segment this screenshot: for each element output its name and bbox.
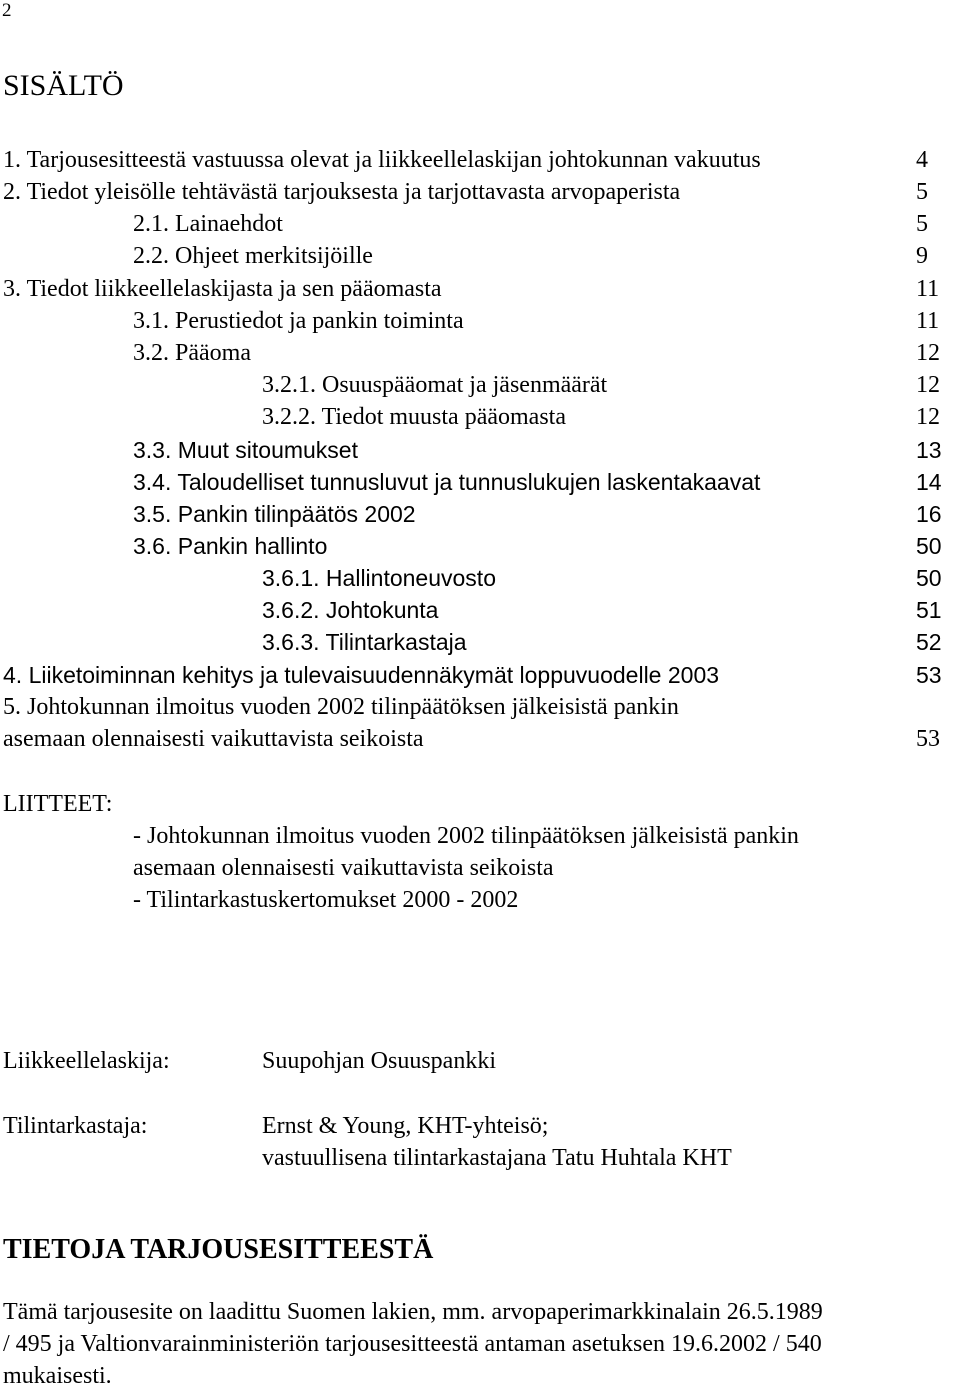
toc-entry-3-3[interactable] — [0, 434, 960, 466]
issuer-label: Liikkeellelaskija: — [3, 1048, 170, 1074]
toc-entry-label: asemaan olennaisesti vaikuttavista seikoista — [3, 726, 424, 752]
toc-entry-label: 2. Tiedot yleisölle tehtävästä tarjouksesta ja tarjottavasta arvopaperista — [3, 179, 681, 205]
toc-entry-label: 3.6. Pankin hallinto — [133, 533, 328, 559]
appendix-item: - Tilintarkastuskertomukset 2000 - 2002 — [133, 887, 519, 913]
toc-entry-page: 5 — [916, 211, 928, 237]
toc-entry-1[interactable] — [0, 144, 960, 176]
toc-entry-3-2-1[interactable] — [0, 369, 960, 401]
appendix-item: - Johtokunnan ilmoitus vuoden 2002 tilinpäätöksen jälkeisistä pankin — [133, 823, 799, 849]
auditor-value: vastuullisena tilintarkastajana Tatu Huhtala KHT — [262, 1145, 732, 1171]
toc-entry-4[interactable] — [0, 659, 960, 691]
auditor-label: Tilintarkastaja: — [3, 1113, 148, 1139]
toc-entry-label: 1. Tarjousesitteestä vastuussa olevat ja liikkeellelaskijan johtokunnan vakuutus — [3, 147, 761, 173]
toc-entry-label: 3.2.2. Tiedot muusta pääomasta — [262, 404, 566, 430]
toc-entry-label: 3.6.1. Hallintoneuvosto — [262, 565, 496, 591]
toc-entry-label: 4. Liiketoiminnan kehitys ja tulevaisuudennäkymät loppuvuodelle 2003 — [3, 662, 720, 688]
appendix-item: asemaan olennaisesti vaikuttavista seikoista — [133, 855, 554, 881]
toc-entry-page: 51 — [916, 597, 942, 623]
toc-entry-page: 9 — [916, 243, 928, 269]
paragraph-line: Tämä tarjousesite on laadittu Suomen lakien, mm. arvopaperimarkkinalain 26.5.1989 — [3, 1299, 823, 1325]
toc-entry-page: 53 — [916, 726, 940, 752]
toc-entry-label: 3.6.2. Johtokunta — [262, 597, 439, 623]
toc-entry-page: 5 — [916, 179, 928, 205]
toc-entry-3-6-3[interactable] — [0, 626, 960, 658]
toc-entry-3-6-1[interactable] — [0, 562, 960, 594]
toc-entry-page: 14 — [916, 469, 942, 495]
toc-entry-page: 11 — [916, 308, 940, 334]
page-number: 2 — [2, 0, 12, 21]
toc-entry-3-5[interactable] — [0, 498, 960, 530]
toc-entry-label: 3.4. Taloudelliset tunnusluvut ja tunnuslukujen laskentakaavat — [133, 469, 761, 495]
toc-entry-page: 13 — [916, 437, 942, 463]
toc-entry-page: 4 — [916, 147, 928, 173]
toc-entry-page: 50 — [916, 565, 942, 591]
toc-entry-3-2[interactable] — [0, 337, 960, 369]
toc-entry-3-2-2[interactable] — [0, 401, 960, 433]
toc-entry-page: 12 — [916, 340, 940, 366]
toc-entry-label: 3.2.1. Osuuspääomat ja jäsenmäärät — [262, 372, 608, 398]
toc-entry-page: 12 — [916, 372, 940, 398]
toc-entry-3-6-2[interactable] — [0, 594, 960, 626]
toc-entry-label: 2.1. Lainaehdot — [133, 211, 283, 237]
toc-entry-label: 3. Tiedot liikkeellelaskijasta ja sen pääomasta — [3, 276, 442, 302]
toc-entry-label: 5. Johtokunnan ilmoitus vuoden 2002 tilinpäätöksen jälkeisistä pankin — [3, 694, 679, 720]
toc-entry-3[interactable] — [0, 273, 960, 305]
toc-entry-page: 11 — [916, 276, 940, 302]
toc-entry-page: 53 — [916, 662, 942, 688]
appendix-heading: LIITTEET: — [3, 791, 113, 817]
toc-entry-label: 3.2. Pääoma — [133, 340, 251, 366]
toc-entry-page: 50 — [916, 533, 942, 559]
toc-entry-page: 52 — [916, 629, 942, 655]
toc-entry-label: 2.2. Ohjeet merkitsijöille — [133, 243, 373, 269]
toc-entry-page: 16 — [916, 501, 942, 527]
toc-entry-5[interactable] — [0, 691, 960, 723]
toc-entry-2-1[interactable] — [0, 208, 960, 240]
toc-entry-2-2[interactable] — [0, 240, 960, 272]
toc-entry-3-1[interactable] — [0, 305, 960, 337]
toc-entry-label: 3.5. Pankin tilinpäätös 2002 — [133, 501, 416, 527]
toc-entry-label: 3.6.3. Tilintarkastaja — [262, 629, 467, 655]
toc-entry-page: 12 — [916, 404, 940, 430]
paragraph-line: mukaisesti. — [3, 1363, 112, 1389]
toc-entry-label: 3.1. Perustiedot ja pankin toiminta — [133, 308, 464, 334]
toc-entry-2[interactable] — [0, 176, 960, 208]
prospectus-info-heading: TIETOJA TARJOUSESITTEESTÄ — [3, 1234, 434, 1265]
toc-entry-label: 3.3. Muut sitoumukset — [133, 437, 358, 463]
toc-entry-5-cont[interactable] — [0, 723, 960, 755]
toc-entry-3-4[interactable] — [0, 466, 960, 498]
toc-entry-3-6[interactable] — [0, 530, 960, 562]
issuer-value: Suupohjan Osuuspankki — [262, 1048, 496, 1074]
paragraph-line: / 495 ja Valtionvarainministeriön tarjousesitteestä antaman asetuksen 19.6.2002 / 540 — [3, 1331, 822, 1357]
page-title: SISÄLTÖ — [3, 69, 124, 102]
auditor-value: Ernst & Young, KHT-yhteisö; — [262, 1113, 549, 1139]
